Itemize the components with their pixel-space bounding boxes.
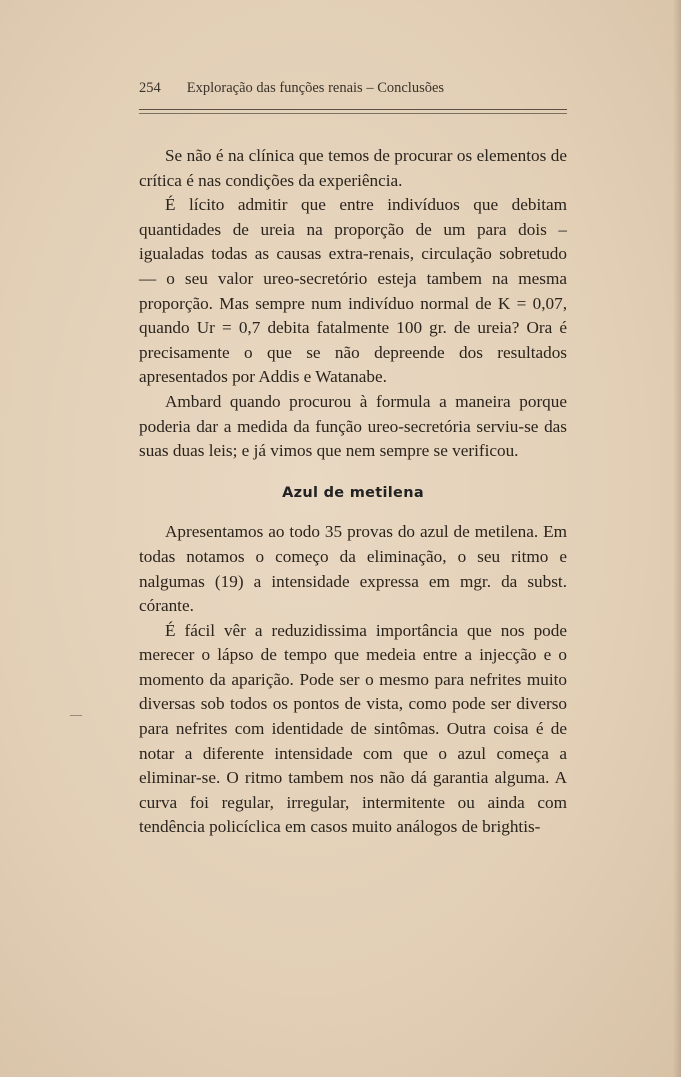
paragraph: Se não é na clínica que temos de procurar os elementos de crítica é nas condições da experiência. — [139, 146, 567, 190]
page-number: 254 — [139, 80, 161, 96]
header-rule-secondary — [139, 113, 567, 114]
page-edge-shadow — [673, 0, 681, 1077]
running-header — [139, 80, 569, 97]
margin-mark — [70, 715, 82, 716]
running-title: Exploração das funções renais – Conclusões — [186, 80, 445, 96]
section-heading: Azul de metilena — [282, 484, 424, 501]
header-rule — [139, 109, 567, 110]
paragraph: Apresentamos ao todo 35 provas do azul de metilena. Em todas notamos o começo da eliminação, o seu ritmo e nalgumas (19) a intensidade expressa em mgr. da subst. córante. — [139, 522, 567, 616]
paragraph: É lícito admitir que entre indivíduos que debitam quantidades de ureia na proporção de um para dois – igualadas todas as causas extra-renais, circulação sobretudo — o seu valor ureo-secretório esteja tambem na mesma proporção. Mas sempre num indivíduo normal de K = 0,07, quando Ur = 0,7 debita fatalmente 100 gr. de ureia? Ora é precisamente o que se não depreende dos resultados apresentados por Addis e Watanabe. — [139, 195, 567, 387]
paragraph: Ambard quando procurou à formula a maneira porque poderia dar a medida da função ureo-secretória serviu-se das suas duas leis; e já vimos que nem sempre se verificou. — [139, 391, 567, 461]
paragraph: É fácil vêr a reduzidissima importância que nos pode merecer o lápso de tempo que medeia entre a injecção e o momento da aparição. Pode ser o mesmo para nefrites muito diversas sob todos os pontos de vista, como pode ser diverso para nefrites com identidade de sintômas. Outra coisa é de notar a diferente intensidade com que o azul começa a eliminar-se. O ritmo tambem nos não dá garantia alguma. A curva foi regular, irregular, intermitente ou ainda com tendência policíclica em casos muito análogos de brightis- — [139, 620, 567, 837]
body-text — [139, 144, 567, 840]
